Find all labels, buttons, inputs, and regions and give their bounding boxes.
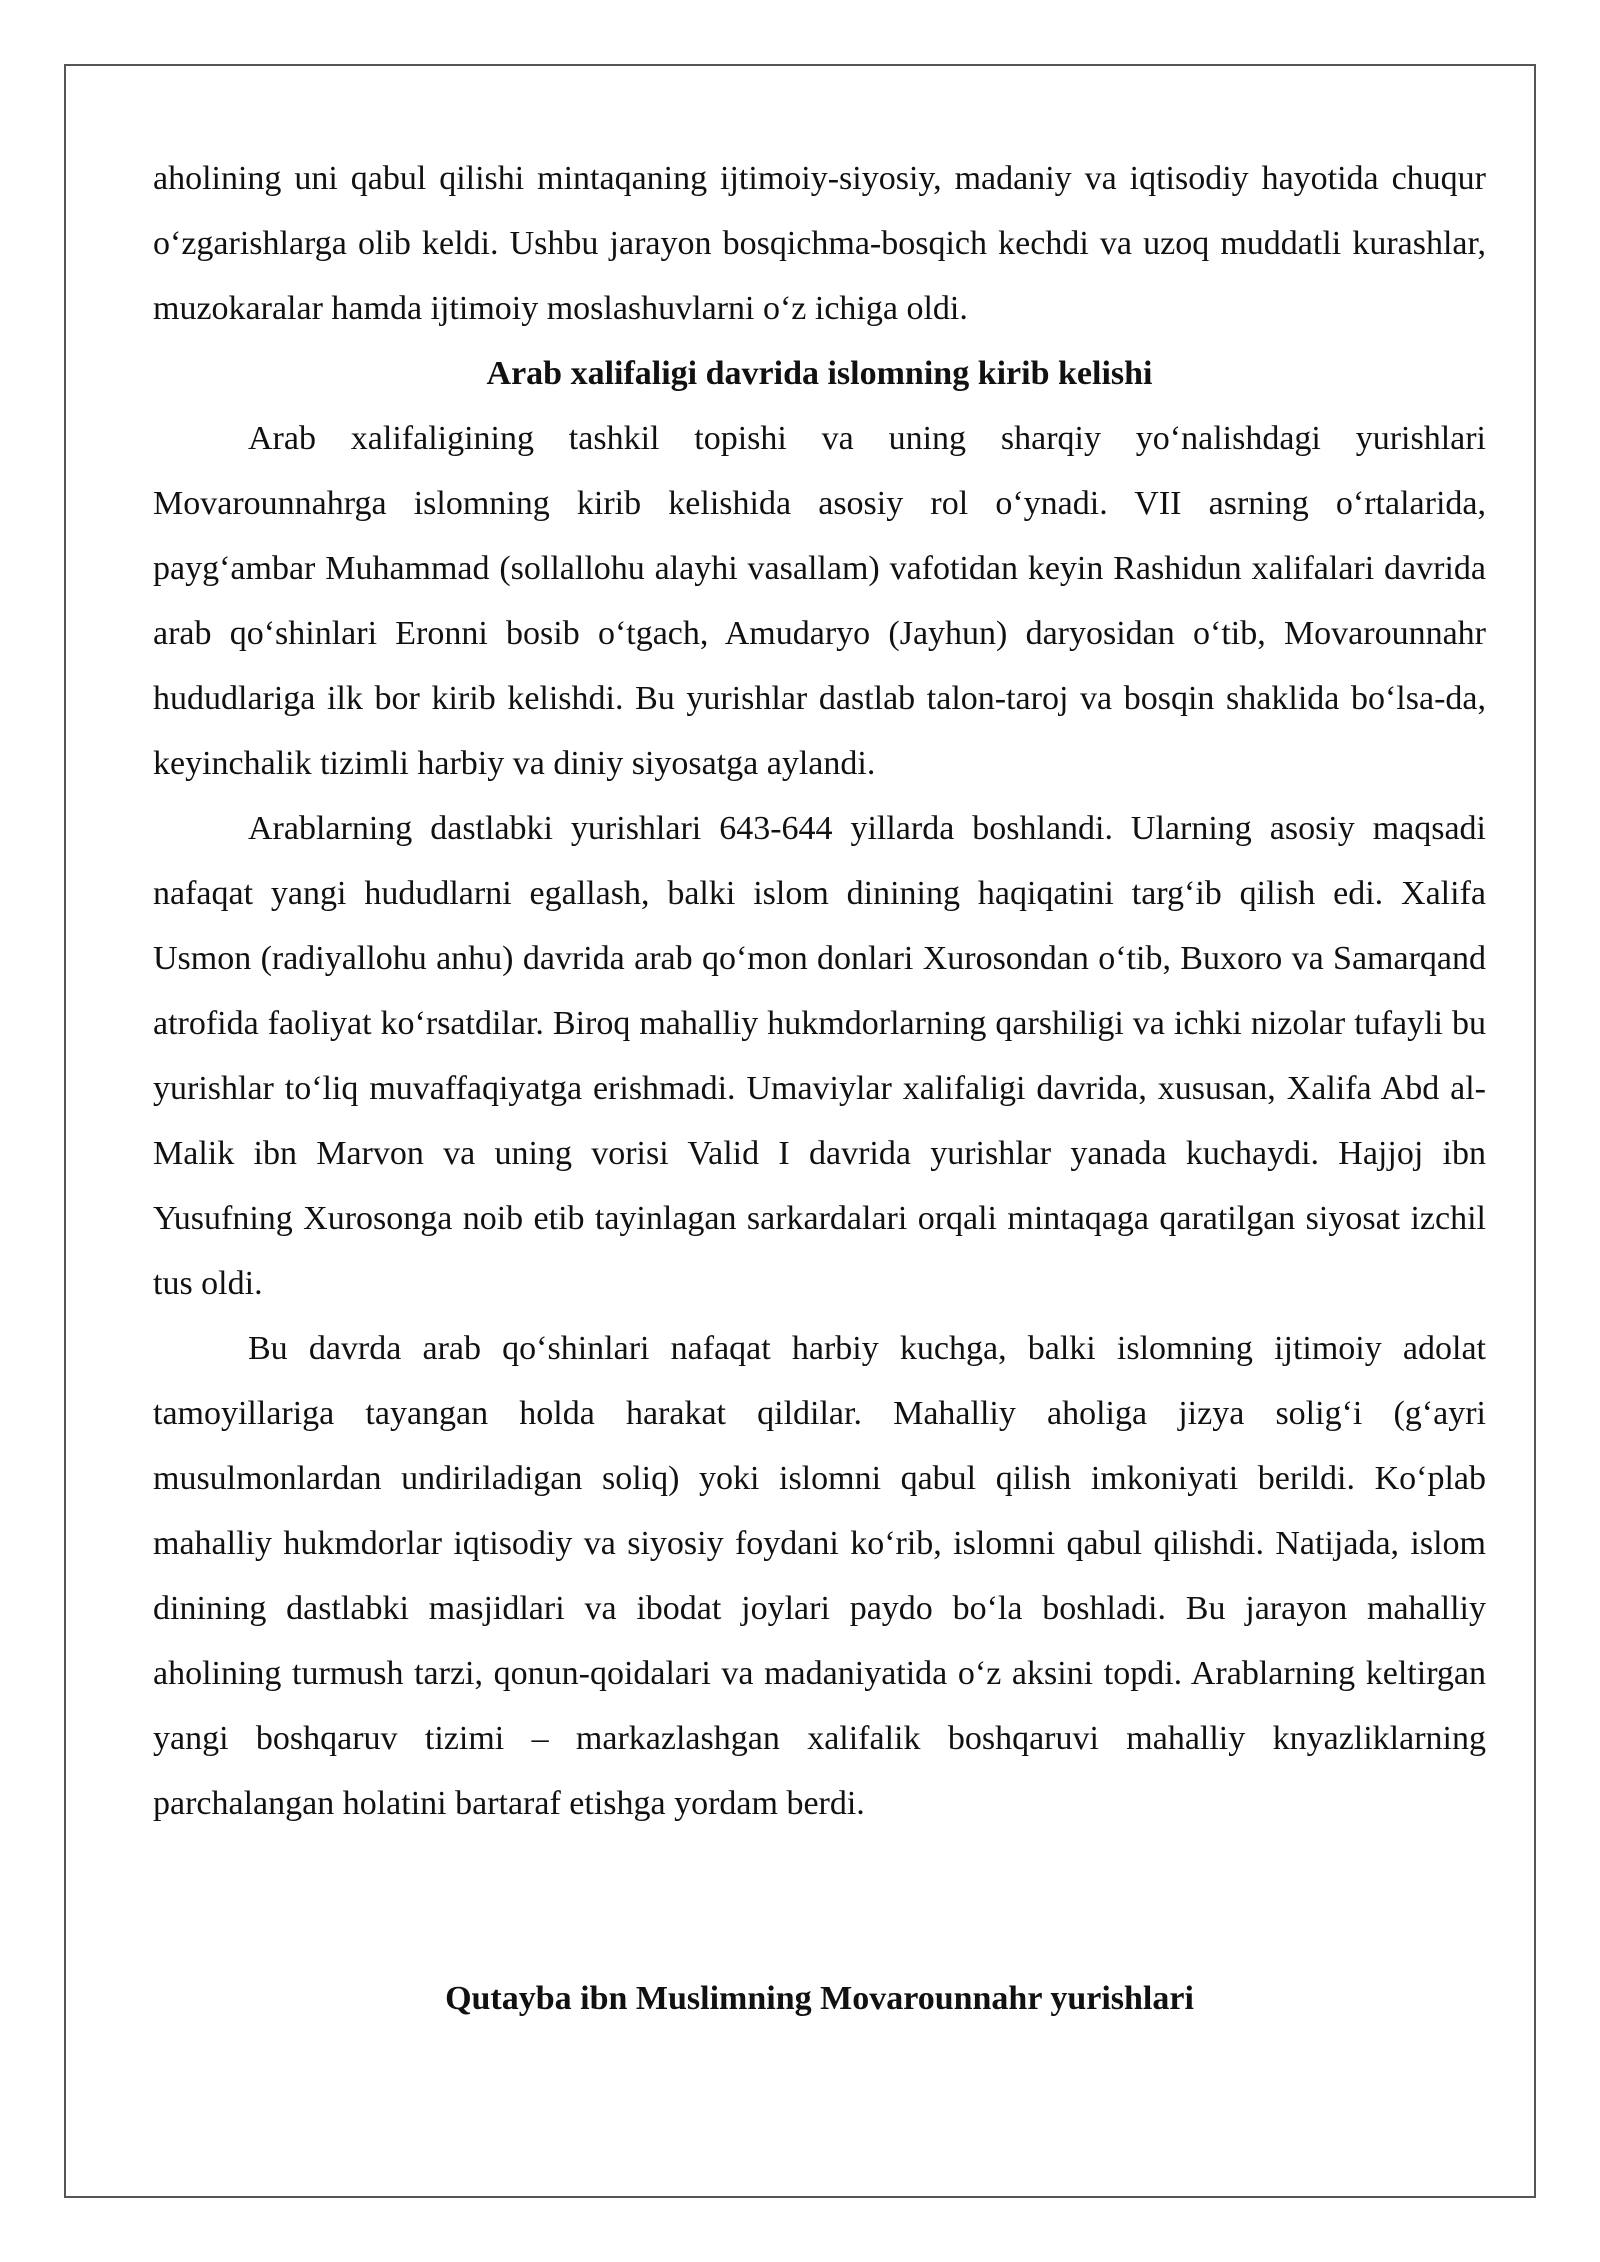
- paragraph-caliphate-campaigns: Arab xalifaligining tashkil topishi va uning sharqiy yo‘nalishdagi yurishlari Movarounnahrga islomning kirib kelishida asosiy rol o‘ynadi. VII asrning o‘rtalarida, payg‘ambar Muhammad (sollallohu alayhi vasallam) vafotidan keyin Rashidun xalifalari davrida arab qo‘shinlari Eronni bosib o‘tgach, Amudaryo (Jayhun) daryosidan o‘tib, Movarounnahr hududlariga ilk bor kirib kelishdi. Bu yurishlar dastlab talon-taroj va bosqin shaklida bo‘lsa-da, keyinchalik tizimli harbiy va diniy siyosatga aylandi.: [153, 420, 1486, 782]
- paragraph-continuation: aholining uni qabul qilishi mintaqaning ijtimoiy-siyosiy, madaniy va iqtisodiy hayotida chuqur o‘zgarishlarga olib keldi. Ushbu jarayon bosqichma-bosqich kechdi va uzoq muddatli kurashlar, muzokaralar hamda ijtimoiy moslashuvlarni o‘z ichiga oldi.: [153, 160, 1486, 327]
- document-body: [153, 146, 1486, 2031]
- section-heading-arab-caliphate: Arab xalifaligi davrida islomning kirib kelishi: [486, 355, 1153, 392]
- paragraph-social-justice: Bu davrda arab qo‘shinlari nafaqat harbiy kuchga, balki islomning ijtimoiy adolat tamoyillariga tayangan holda harakat qildilar. Mahalliy aholiga jizya solig‘i (g‘ayri musulmonlardan undiriladigan soliq) yoki islomni qabul qilish imkoniyati berildi. Ko‘plab mahalliy hukmdorlar iqtisodiy va siyosiy foydani ko‘rib, islomni qabul qilishdi. Natijada, islom dinining dastlabki masjidlari va ibodat joylari paydo bo‘la boshladi. Bu jarayon mahalliy aholining turmush tarzi, qonun-qoidalari va madaniyatida o‘z aksini topdi. Arablarning keltirgan yangi boshqaruv tizimi – markazlashgan xalifalik boshqaruvi mahalliy knyazliklarning parchalangan holatini bartaraf etishga yordam berdi.: [153, 1330, 1486, 1822]
- section-heading-qutayba: Qutayba ibn Muslimning Movarounnahr yurishlari: [445, 1980, 1194, 2017]
- paragraph-early-campaigns: Arablarning dastlabki yurishlari 643-644 yillarda boshlandi. Ularning asosiy maqsadi nafaqat yangi hududlarni egallash, balki islom dinining haqiqatini targ‘ib qilish edi. Xalifa Usmon (radiyallohu anhu) davrida arab qo‘mon donlari Xurosondan o‘tib, Buxoro va Samarqand atrofida faoliyat ko‘rsatdilar. Biroq mahalliy hukmdorlarning qarshiligi va ichki nizolar tufayli bu yurishlar to‘liq muvaffaqiyatga erishmadi. Umaviylar xalifaligi davrida, xususan, Xalifa Abd al-Malik ibn Marvon va uning vorisi Valid I davrida yurishlar yanada kuchaydi. Hajjoj ibn Yusufning Xurosonga noib etib tayinlagan sarkardalari orqali mintaqaga qaratilgan siyosat izchil tus oldi.: [153, 810, 1486, 1302]
